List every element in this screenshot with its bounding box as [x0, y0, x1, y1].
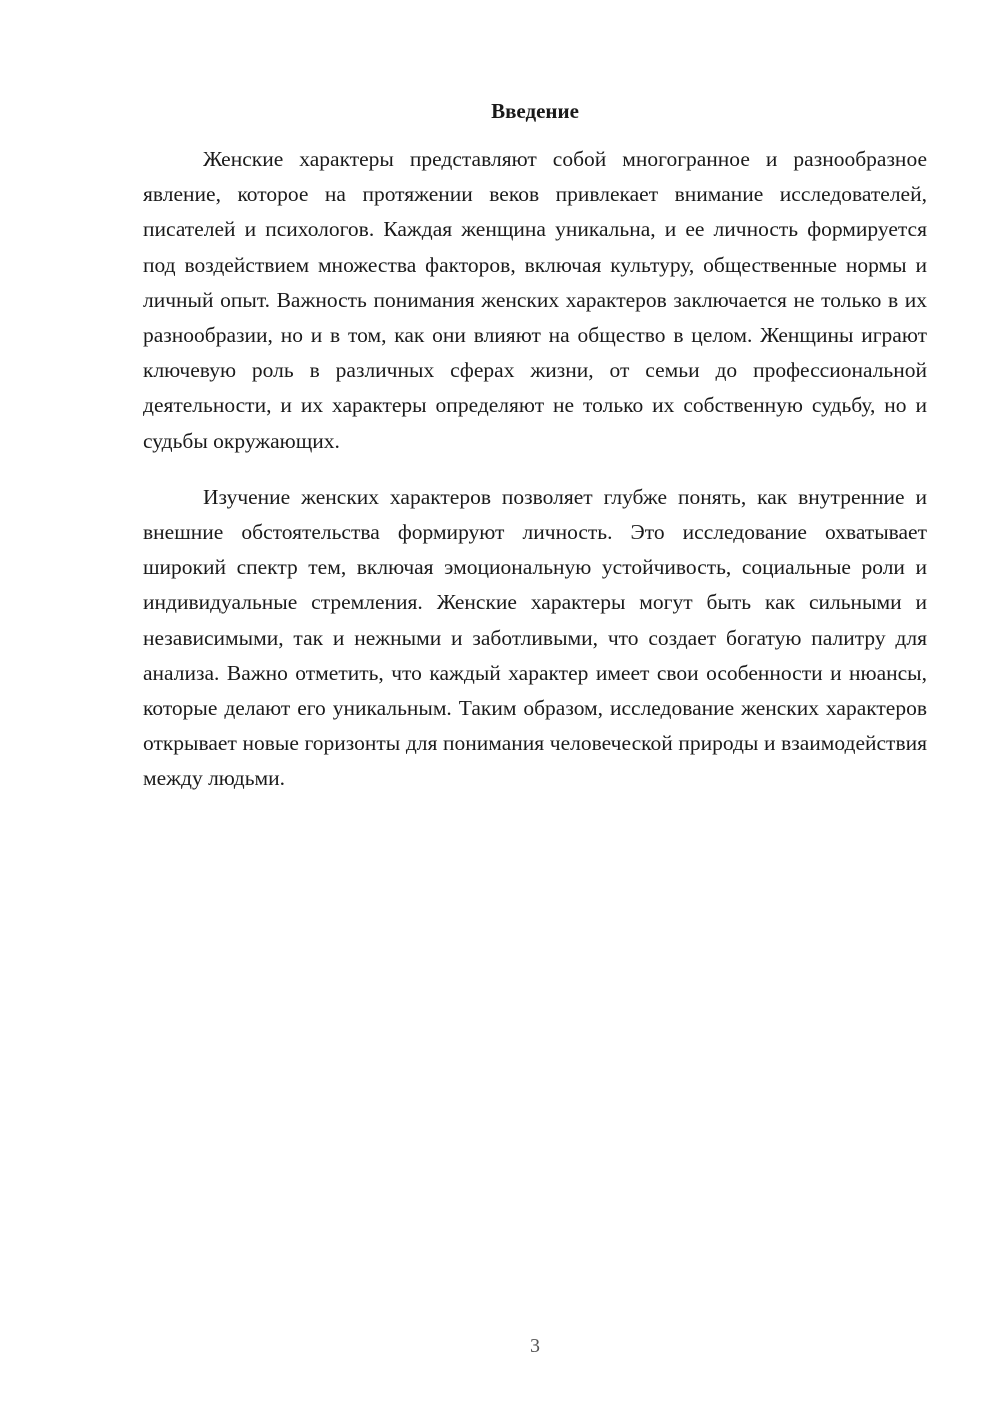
- paragraph-2: Изучение женских характеров позволяет глубже понять, как внутренние и внешние обстоятельства формируют личность. Это исследование охватывает широкий спектр тем, включая эмоциональную устойчивость, социальные роли и индивидуальные стремления. Женские характеры могут быть как сильными и независимыми, так и нежными и заботливыми, что создает богатую палитру для анализа. Важно отметить, что каждый характер имеет свои особенности и нюансы, которые делают его уникальным. Таким образом, исследование женских характеров открывает новые горизонты для понимания человеческой природы и взаимодействия между людьми.: [143, 484, 927, 791]
- body-text: [143, 142, 927, 797]
- page-number: 3: [530, 1335, 540, 1357]
- section-title: Введение: [491, 99, 579, 123]
- paragraph-1: Женские характеры представляют собой многогранное и разнообразное явление, которое на протяжении веков привлекает внимание исследователей, писателей и психологов. Каждая женщина уникальна, и ее личность формируется под воздействием множества факторов, включая культуру, общественные нормы и личный опыт. Важность понимания женских характеров заключается не только в их разнообразии, но и в том, как они влияют на общество в целом. Женщины играют ключевую роль в различных сферах жизни, от семьи до профессиональной деятельности, и их характеры определяют не только их собственную судьбу, но и судьбы окружающих.: [143, 147, 927, 453]
